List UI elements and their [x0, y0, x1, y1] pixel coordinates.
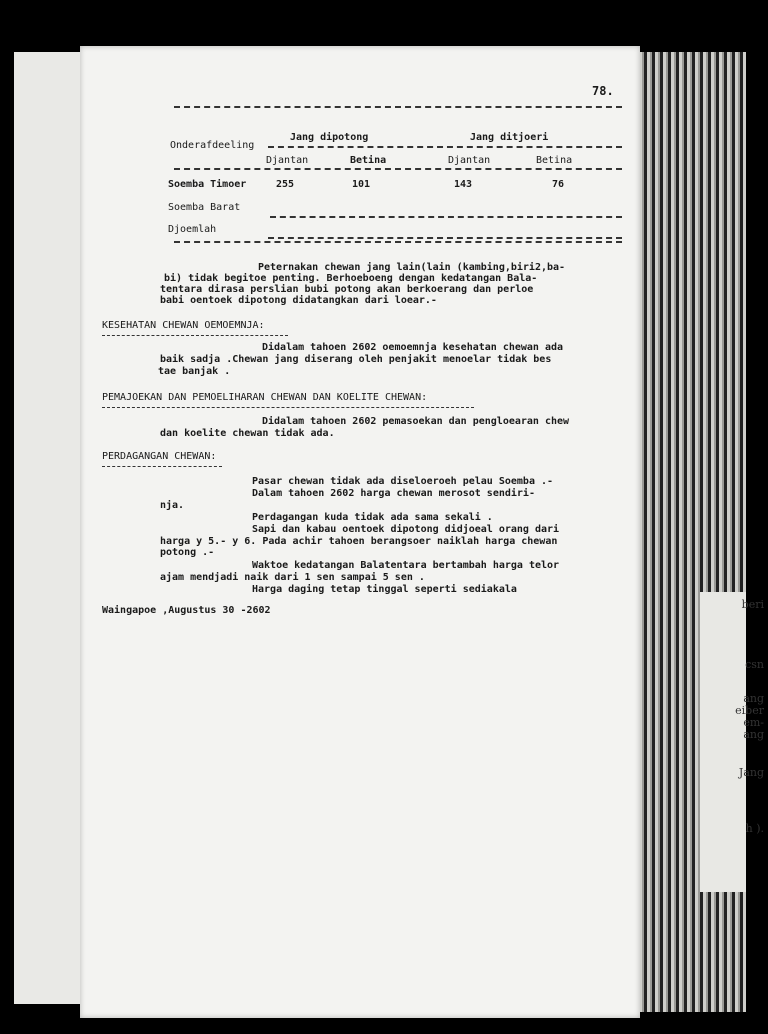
sub-header-male: Djantan: [266, 155, 309, 166]
paragraph-line: bi) tidak begitoe penting. Berhoeboeng dengan kedatangan Bala-: [164, 273, 538, 284]
sub-header-female: Betina: [536, 155, 573, 166]
edge-fragment: h ).: [745, 822, 764, 835]
group-header-slaughtered: Jang dipotong: [290, 132, 369, 143]
paragraph-line: dan koelite chewan tidak ada.: [160, 428, 335, 439]
paragraph-line: Harga daging tetap tinggal seperti sediakala: [252, 584, 517, 595]
paragraph-line: Didalam tahoen 2602 pemasoekan dan pengloearan chew: [262, 416, 570, 427]
section-heading-underline: [102, 407, 474, 408]
facing-page-strip: [14, 52, 88, 1004]
paragraph-line: Sapi dan kabau oentoek dipotong didjoeal orang dari: [252, 524, 560, 535]
page-number: 78.: [592, 84, 614, 98]
section-heading-underline: [102, 335, 288, 336]
sub-header-male: Djantan: [448, 155, 491, 166]
paragraph-line: Perdagangan kuda tidak ada sama sekali .: [252, 512, 493, 523]
section-heading-underline: [102, 466, 222, 467]
table-row-rule: [270, 216, 622, 218]
place-date-footer: Waingapoe ,Augustus 30 -2602: [102, 605, 271, 616]
section-heading: KESEHATAN CHEWAN OEMOEMNJA:: [102, 320, 265, 331]
paragraph-line: Didalam tahoen 2602 oemoemnja kesehatan chewan ada: [262, 342, 564, 353]
paragraph-line: Peternakan chewan jang lain(lain (kambing,biri2,ba-: [258, 262, 566, 273]
edge-fragment: ang: [743, 728, 764, 741]
stacked-page-edges: [636, 52, 746, 1012]
edge-fragment: eiber: [735, 704, 764, 717]
paragraph-line: potong .-: [160, 547, 215, 558]
paragraph-line: baik sadja .Chewan jang diserang oleh penjakit menoelar tidak bes: [160, 354, 552, 365]
paragraph-line: tentara dirasa perslian bubi potong akan berkoerang dan perloe: [160, 284, 534, 295]
edge-fragment: ang: [743, 692, 764, 705]
paragraph-line: Waktoe kedatangan Balatentara bertambah harga telor: [252, 560, 560, 571]
table-cell: 76: [552, 179, 565, 190]
paragraph-line: ajam mendjadi naik dari 1 sen sampai 5 sen .: [160, 572, 425, 583]
paragraph-line: babi oentoek dipotong didatangkan dari loear.-: [160, 295, 437, 306]
paragraph-line: Dalam tahoen 2602 harga chewan merosot sendiri-: [252, 488, 535, 499]
table-cell: 255: [276, 179, 295, 190]
table-row-name: Soemba Barat: [168, 202, 241, 213]
edge-fragment: Jang: [738, 766, 764, 779]
table-col-header: Onderafdeeling: [170, 140, 255, 151]
paragraph-line: harga y 5.- y 6. Pada achir tahoen berangsoer naiklah harga chewan: [160, 536, 558, 547]
underlying-page: [700, 592, 746, 892]
table-cell: 143: [454, 179, 473, 190]
section-heading: PERDAGANGAN CHEWAN:: [102, 451, 217, 462]
table-row-name: Soemba Timoer: [168, 179, 247, 190]
edge-fragment: em-: [743, 716, 764, 729]
paragraph-line: nja.: [160, 500, 185, 511]
table-cell: 101: [352, 179, 371, 190]
edge-fragment: beri: [741, 598, 764, 611]
table-top-rule: [174, 106, 622, 108]
table-row-name: Djoemlah: [168, 224, 217, 235]
table-bottom-rule: [174, 241, 622, 243]
paragraph-line: Pasar chewan tidak ada diseloeroeh pelau Soemba .-: [252, 476, 554, 487]
table-header-rule: [174, 168, 622, 170]
group-header-stolen: Jang ditjoeri: [470, 132, 549, 143]
section-heading: PEMAJOEKAN DAN PEMOELIHARAN CHEWAN DAN KOELITE CHEWAN:: [102, 392, 428, 403]
edge-fragment: csn: [745, 658, 764, 671]
sub-header-female: Betina: [350, 155, 387, 166]
paragraph-line: tae banjak .: [158, 366, 231, 377]
group-header-rule: [268, 146, 622, 148]
table-row-rule: [268, 237, 622, 239]
